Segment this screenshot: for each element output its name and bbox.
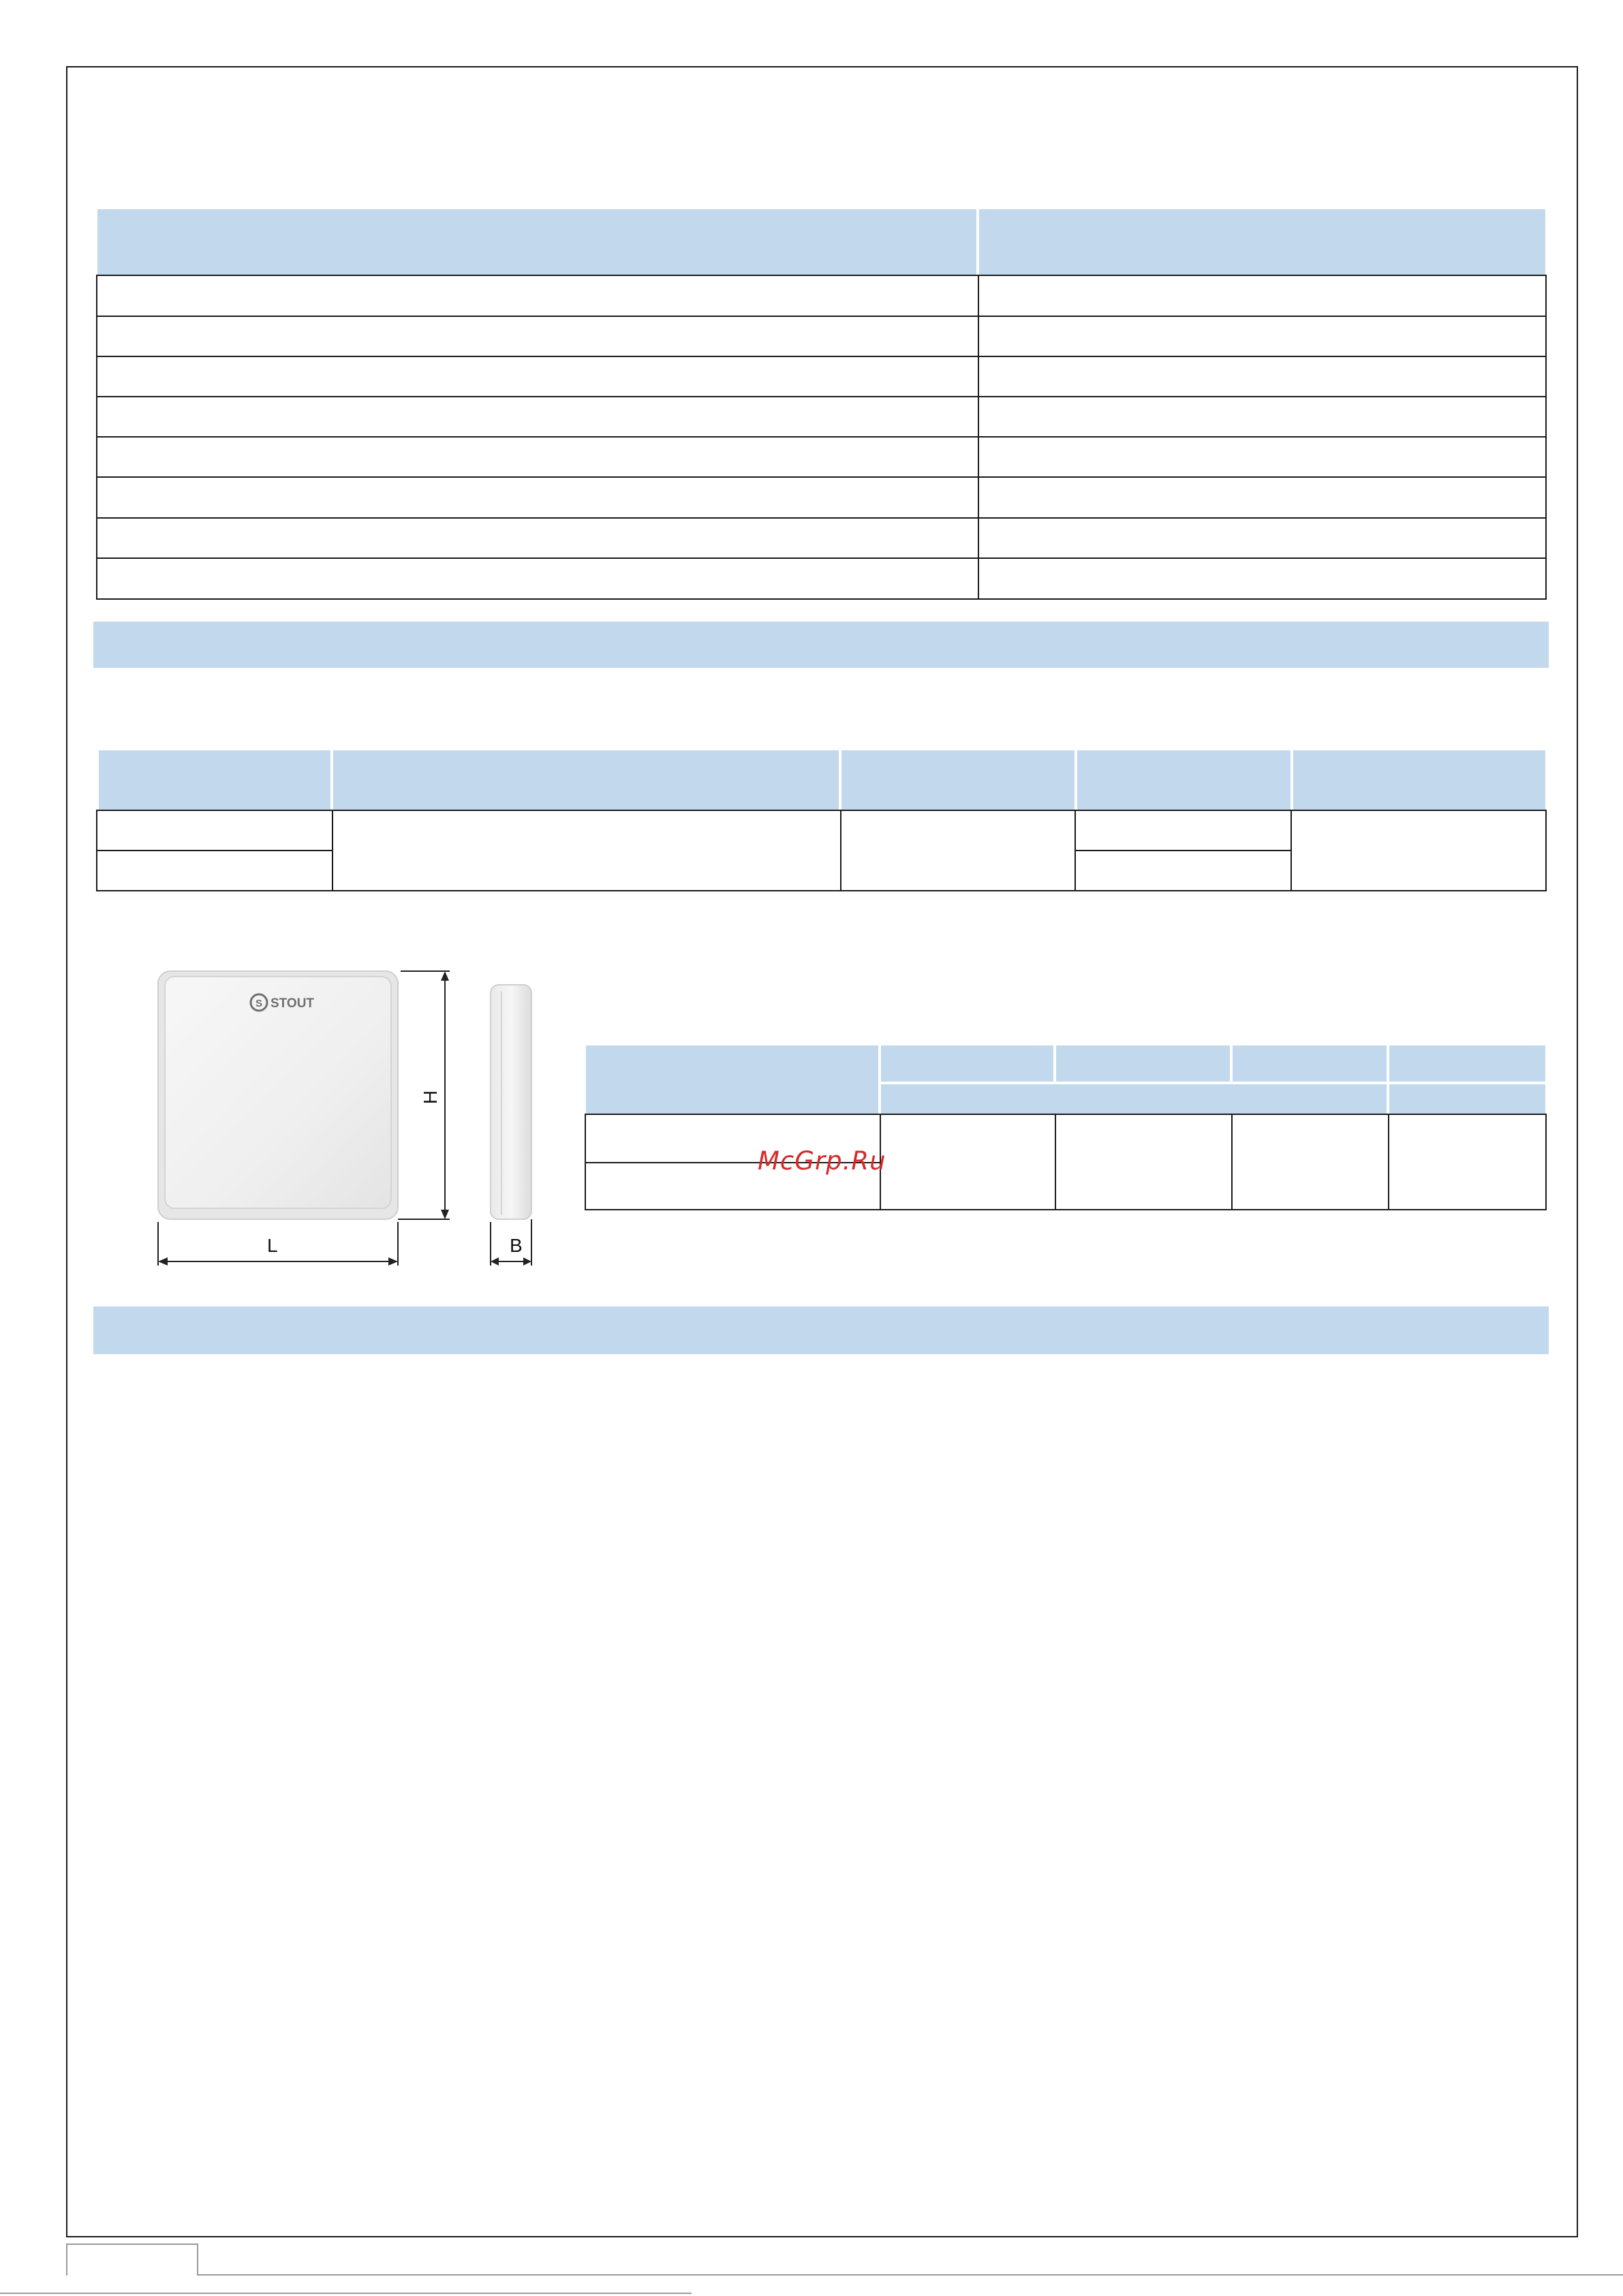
product-drawing-svg <box>129 958 552 1278</box>
dimensions-table-rule <box>585 1114 586 1210</box>
spec-table-header-right <box>979 209 1545 275</box>
model-table-rule <box>96 890 1547 891</box>
model-table-rule <box>96 810 97 891</box>
spec-table-rule <box>96 476 1547 478</box>
dimension-label-b: B <box>510 1235 523 1256</box>
watermark-text: McGrp.Ru <box>758 1146 886 1176</box>
model-table-rule <box>332 810 333 891</box>
model-table-rule <box>1545 810 1547 891</box>
model-table-rule <box>96 810 1547 811</box>
dimension-label-l: L <box>267 1235 278 1256</box>
spec-table-rule <box>978 275 979 600</box>
footer-bottom-rule <box>0 2293 692 2294</box>
section-heading-band <box>93 622 1549 668</box>
section-heading-band <box>93 1306 1549 1354</box>
spec-table-rule <box>1545 275 1547 600</box>
model-table-header-cell <box>333 750 839 810</box>
dimensions-table-rule <box>1055 1114 1056 1210</box>
svg-text:S: S <box>255 998 263 1009</box>
dimensions-table-header-cell <box>1389 1084 1545 1114</box>
footer-tab-top <box>66 2244 198 2245</box>
model-table-header-cell <box>99 750 330 810</box>
spec-table-rule <box>96 598 1547 600</box>
spec-table-rule <box>96 436 1547 438</box>
device-side-view <box>491 985 531 1219</box>
model-table-rule <box>840 810 841 891</box>
dimensions-table-header-cell <box>1056 1045 1230 1082</box>
dimensions-table-header-cell <box>1389 1045 1545 1082</box>
product-drawing <box>129 958 552 1278</box>
dimensions-table-header-cell <box>881 1045 1053 1082</box>
length-dimension <box>158 1222 398 1266</box>
dimension-label-h: H <box>420 1090 442 1105</box>
model-table-rule <box>96 850 332 851</box>
model-table-rule <box>1075 850 1292 851</box>
model-table-rule <box>1290 810 1292 891</box>
dimensions-table-rule <box>585 1114 1547 1115</box>
dimensions-table-header-cell <box>586 1045 878 1114</box>
spec-table-rule <box>96 275 1547 276</box>
dimensions-table-rule <box>1388 1114 1389 1210</box>
spec-table-rule <box>96 356 1547 357</box>
model-table-header-cell <box>841 750 1075 810</box>
dimensions-table-rule <box>585 1209 1547 1210</box>
spec-table-rule <box>96 396 1547 397</box>
spec-table-rule <box>96 316 1547 317</box>
dimensions-table-rule <box>1545 1114 1547 1210</box>
footer-tab-left-edge <box>66 2244 67 2276</box>
brand-logo-text: STOUT <box>270 996 315 1011</box>
spec-table-header-left <box>97 209 976 275</box>
dimensions-table-rule <box>1231 1114 1233 1210</box>
footer-tab-right-edge <box>197 2244 198 2276</box>
model-table-header-cell <box>1293 750 1545 810</box>
device-front-view <box>158 971 398 1219</box>
spec-table-rule <box>96 275 97 600</box>
footer-rule <box>197 2274 1623 2276</box>
dimensions-table-header-cell <box>1233 1045 1387 1082</box>
model-table-rule <box>1075 810 1076 891</box>
dimensions-table-header-cell <box>881 1084 1387 1114</box>
model-table-header-cell <box>1077 750 1290 810</box>
spec-table-rule <box>96 557 1547 559</box>
spec-table-rule <box>96 517 1547 519</box>
